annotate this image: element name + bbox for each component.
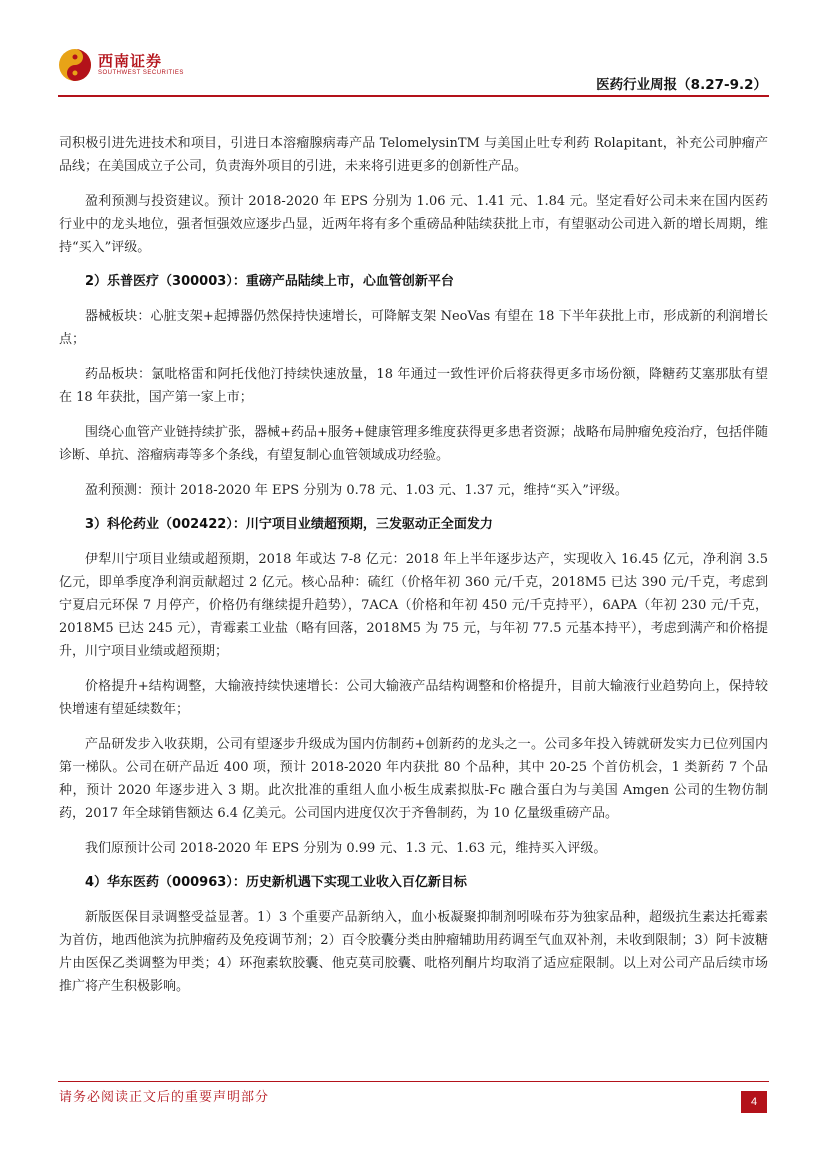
- body-paragraph: 盈利预测与投资建议。预计 2018-2020 年 EPS 分别为 1.06 元、1.41 元、1.84 元。坚定看好公司未来在国内医药行业中的龙头地位，强者恒强效应逐步凸显，近两年将有多个重磅品种陆续获批上市，有望驱动公司进入新的增长周期，维持“买入”评级。: [59, 194, 768, 255]
- body-paragraph: 盈利预测：预计 2018-2020 年 EPS 分别为 0.78 元、1.03 元、1.37 元，维持“买入”评级。: [85, 483, 628, 498]
- section-heading: 3）科伦药业（002422）：川宁项目业绩超预期，三发驱动正全面发力: [85, 517, 493, 532]
- report-body: [59, 132, 768, 1010]
- body-paragraph: 价格提升+结构调整，大输液持续快速增长：公司大输液产品结构调整和价格提升，目前大输液行业趋势向上，保持较快增速有望延续数年；: [59, 679, 768, 717]
- section-heading: 2）乐普医疗（300003）：重磅产品陆续上市，心血管创新平台: [85, 274, 454, 289]
- body-paragraph: 伊犁川宁项目业绩或超预期，2018 年或达 7-8 亿元：2018 年上半年逐步达产，实现收入 16.45 亿元，净利润 3.5 亿元，即单季度净利润贡献超过 2 亿元。核心品种：硫红（价格年初 360 元/千克，2018M5 已达 390 元/千克，考虑到宁夏启元环保 7 月停产，价格仍有继续提升趋势），7ACA（价格和年初 450 元/千克持平），6APA（年初 230 元/千克，2018M5 已达 245 元），青霉素工业盐（略有回落，2018M5 为 75 元，与年初 77.5 元基本持平），考虑到满产和价格提升，川宁项目业绩或超预期；: [59, 552, 768, 659]
- body-paragraph: 药品板块：氯吡格雷和阿托伐他汀持续快速放量，18 年通过一致性评价后将获得更多市场份额，降糖药艾塞那肽有望在 18 年获批，国产第一家上市；: [59, 367, 768, 405]
- body-paragraph: 司积极引进先进技术和项目，引进日本溶瘤腺病毒产品 TelomelysinTM 与美国止吐专利药 Rolapitant，补充公司肿瘤产品线；在美国成立子公司，负责海外项目的引进，未来将引进更多的创新性产品。: [59, 136, 768, 174]
- logo-english-name: SOUTHWEST SECURITIES: [98, 70, 184, 76]
- body-paragraph: 我们原预计公司 2018-2020 年 EPS 分别为 0.99 元、1.3 元、1.63 元，维持买入评级。: [85, 841, 607, 856]
- company-logo: [58, 48, 184, 82]
- section-heading: 4）华东医药（000963）：历史新机遇下实现工业收入百亿新目标: [85, 875, 467, 890]
- body-paragraph: 器械板块：心脏支架+起搏器仍然保持快速增长，可降解支架 NeoVas 有望在 18 下半年获批上市，形成新的利润增长点；: [59, 309, 768, 347]
- logo-emblem-icon: [58, 48, 92, 82]
- body-paragraph: 产品研发步入收获期，公司有望逐步升级成为国内仿制药+创新药的龙头之一。公司多年投入铸就研发实力已位列国内第一梯队。公司在研产品近 400 项，预计 2018-2020 年内获批 80 个品种，其中 20-25 个首仿机会，1 类新药 7 个品种，预计 2020 年逐步进入 3 期。此次批准的重组人血小板生成素拟肽-Fc 融合蛋白为与美国 Amgen 公司的生物仿制药，2017 年全球销售额达 6.4 亿美元。公司国内进度仅次于齐鲁制药，为 10 亿量级重磅产品。: [59, 737, 768, 821]
- report-title: 医药行业周报（8.27-9.2）: [596, 77, 767, 93]
- logo-chinese-name: 西南证券: [98, 52, 163, 70]
- footer-disclaimer: 请务必阅读正文后的重要声明部分: [59, 1090, 270, 1105]
- body-paragraph: 围绕心血管产业链持续扩张，器械+药品+服务+健康管理多维度获得更多患者资源；战略布局肿瘤免疫治疗，包括伴随诊断、单抗、溶瘤病毒等多个条线，有望复制心血管领域成功经验。: [59, 425, 768, 463]
- body-paragraph: 新版医保目录调整受益显著。1）3 个重要产品新纳入，血小板凝聚抑制剂吲哚布芬为独家品种，超级抗生素达托霉素为首仿，地西他滨为抗肿瘤药及免疫调节剂；2）百令胶囊分类由肿瘤辅助用药调至气血双补剂，未收到限制；3）阿卡波糖片由医保乙类调整为甲类；4）环孢素软胶囊、他克莫司胶囊、吡格列酮片均取消了适应症限制。以上对公司产品后续市场推广将产生积极影响。: [59, 910, 768, 994]
- page-number: 4: [741, 1091, 767, 1113]
- footer-divider: [58, 1081, 769, 1082]
- header-divider: [58, 95, 769, 97]
